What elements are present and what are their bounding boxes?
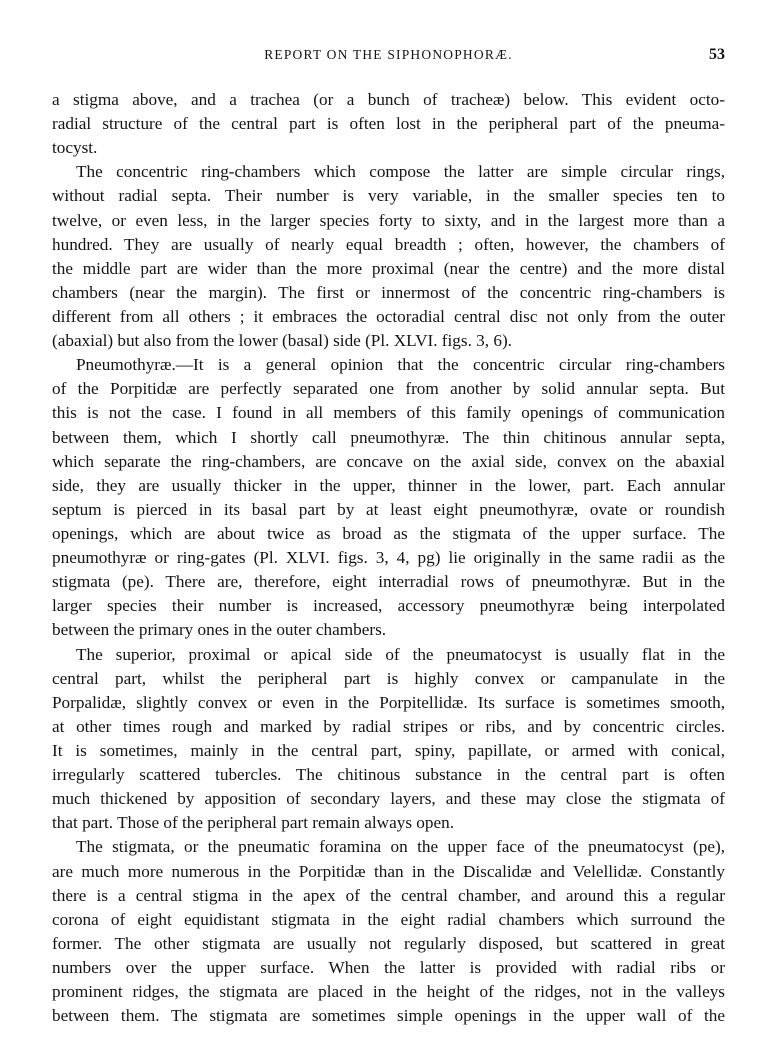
text-line: a stigma above, and a trachea (or a bunch of tracheæ) below. This evident octo-	[52, 90, 725, 109]
text-line: different from all others ; it embraces the octoradial central disc not only from the outer	[52, 306, 725, 326]
text-line: at other times rough and marked by radial stripes or ribs, and by concentric circles.	[52, 716, 725, 736]
text-line: twelve, or even less, in the larger species forty to sixty, and in the largest more than a	[52, 210, 725, 230]
text-line: The concentric ring-chambers which compose the latter are simple circular rings,	[76, 162, 725, 182]
text-line: Pneumothyræ.—It is a general opinion that the concentric circular ring-chambers	[76, 355, 725, 375]
text-line: prominent ridges, the stigmata are placed in the height of the ridges, not in the valleys	[52, 982, 725, 1002]
text-line: former. The other stigmata are usually not regularly disposed, but scattered in great	[52, 933, 725, 953]
text-line: that part. Those of the peripheral part remain always open.	[52, 813, 455, 833]
text-line: there is a central stigma in the apex of the central chamber, and around this a regular	[52, 885, 725, 905]
paragraph-1	[52, 88, 725, 160]
text-line: hundred. They are usually of nearly equal breadth ; often, however, the chambers of	[52, 234, 725, 254]
paragraph-2	[52, 160, 725, 353]
text-line: (abaxial) but also from the lower (basal) side (Pl. XLVI. figs. 3, 6).	[52, 331, 512, 351]
text-line: this is not the case. I found in all members of this family openings of communication	[52, 403, 725, 423]
running-title: REPORT ON THE SIPHONOPHORÆ.	[264, 47, 513, 62]
page-header	[52, 44, 725, 66]
text-line: septum is pierced in its basal part by at least eight pneumothyræ, ovate or roundish	[52, 499, 725, 519]
text-line: the middle part are wider than the more proximal (near the centre) and the more distal	[52, 258, 725, 278]
paragraph-5	[52, 835, 725, 1028]
text-line: between the primary ones in the outer chambers.	[52, 620, 387, 640]
text-line: The stigmata, or the pneumatic foramina on the upper face of the pneumatocyst (pe),	[76, 837, 725, 857]
text-line: which separate the ring-chambers, are concave on the axial side, convex on the abaxial	[52, 451, 725, 471]
text-line: corona of eight equidistant stigmata in the eight radial chambers which surround the	[52, 909, 725, 929]
text-line: side, they are usually thicker in the upper, thinner in the lower, part. Each annular	[52, 475, 725, 495]
text-line: It is sometimes, mainly in the central part, spiny, papillate, or armed with conical,	[52, 740, 725, 760]
text-line: between them, which I shortly call pneumothyræ. The thin chitinous annular septa,	[52, 427, 725, 447]
text-line: central part, whilst the peripheral part is highly convex or campanulate in the	[52, 668, 725, 688]
paragraph-3	[52, 353, 725, 642]
page-number: 53	[709, 46, 725, 63]
text-line: are much more numerous in the Porpitidæ than in the Discalidæ and Velellidæ. Constantly	[52, 861, 725, 881]
text-line: The superior, proximal or apical side of the pneumatocyst is usually flat in the	[76, 644, 725, 664]
text-line: chambers (near the margin). The first or innermost of the concentric ring-chambers is	[52, 282, 725, 302]
text-line: without radial septa. Their number is very variable, in the smaller species ten to	[52, 186, 725, 206]
body-text	[52, 88, 725, 1028]
text-line: radial structure of the central part is often lost in the peripheral part of the pneuma-	[52, 114, 725, 134]
text-line: irregularly scattered tubercles. The chitinous substance in the central part is often	[52, 765, 725, 785]
text-line: of the Porpitidæ are perfectly separated one from another by solid annular septa. But	[52, 379, 725, 399]
text-line: between them. The stigmata are sometimes simple openings in the upper wall of the	[52, 1006, 725, 1026]
text-line: tocyst.	[52, 138, 98, 158]
text-line: Porpalidæ, slightly convex or even in the Porpitellidæ. Its surface is sometimes smooth,	[52, 692, 725, 712]
text-line: pneumothyræ or ring-gates (Pl. XLVI. figs. 3, 4, pg) lie originally in the same radii as the	[52, 548, 725, 568]
text-line: openings, which are about twice as broad as the stigmata of the upper surface. The	[52, 523, 725, 543]
text-line: numbers over the upper surface. When the latter is provided with radial ribs or	[52, 957, 725, 977]
paragraph-4	[52, 643, 725, 836]
text-line: much thickened by apposition of secondary layers, and these may close the stigmata of	[52, 789, 725, 809]
text-line: stigmata (pe). There are, therefore, eight interradial rows of pneumothyræ. But in the	[52, 572, 725, 592]
text-line: larger species their number is increased, accessory pneumothyræ being interpolated	[52, 596, 725, 616]
